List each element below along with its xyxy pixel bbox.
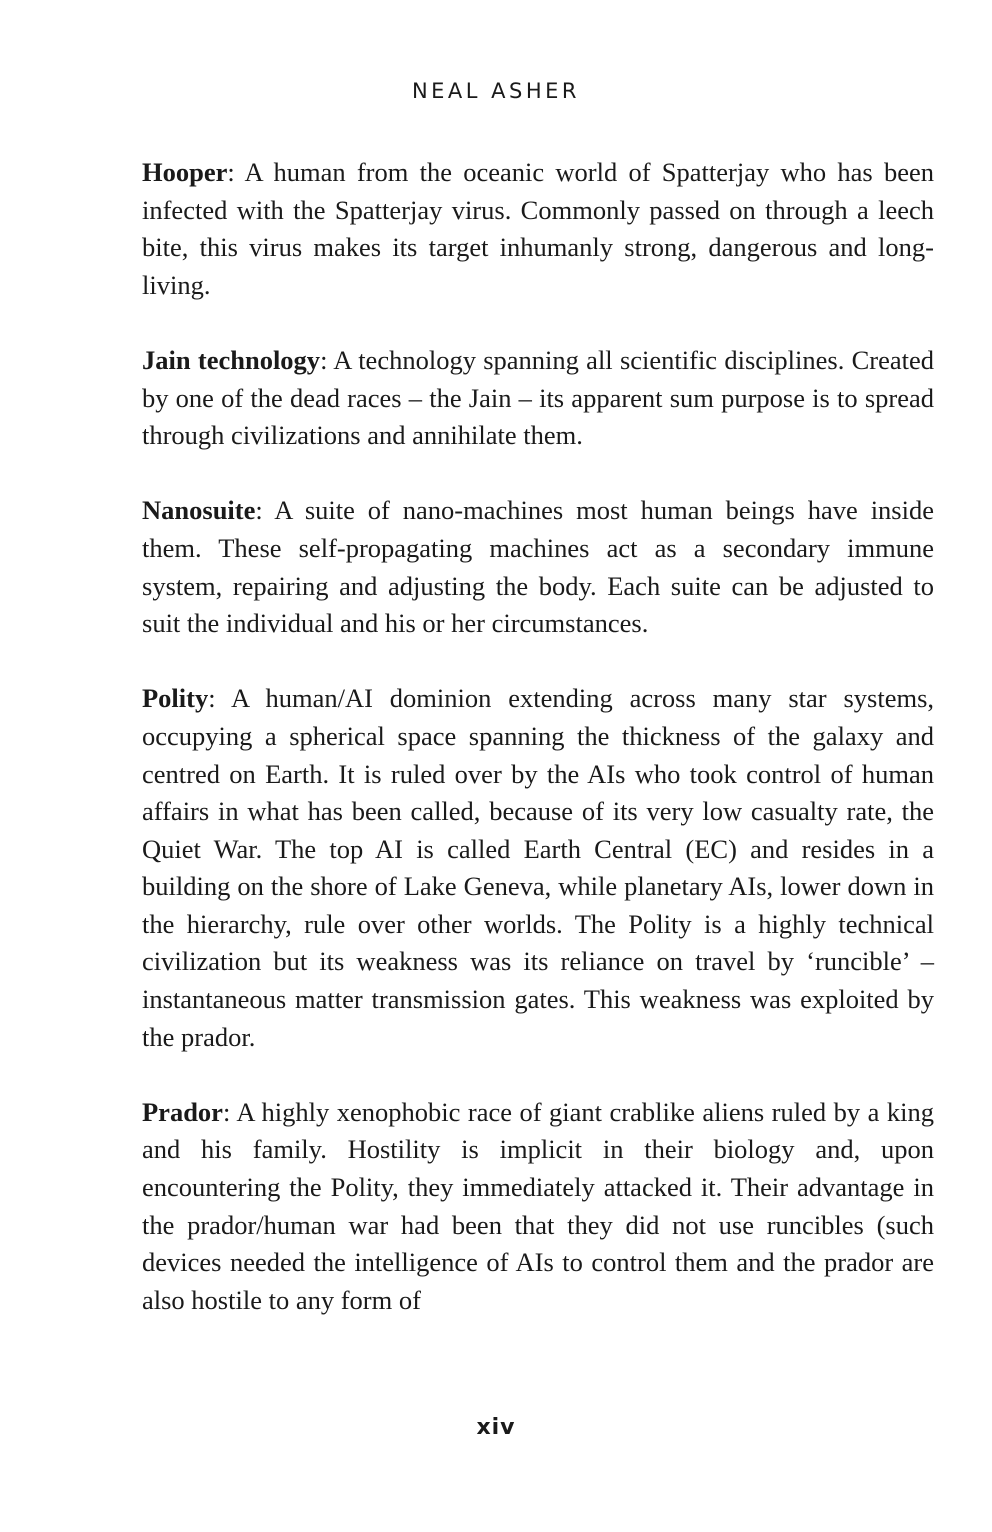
glossary-term: Nanosuite <box>142 495 256 526</box>
term-separator: : <box>222 1096 237 1127</box>
glossary-term: Hooper <box>142 157 228 187</box>
glossary-term: Polity <box>142 683 209 714</box>
term-separator: : <box>255 495 275 526</box>
glossary-entry-nanosuite <box>142 492 934 642</box>
glossary-term: Jain technology <box>142 344 321 375</box>
term-separator: : <box>320 344 334 375</box>
glossary-definition: A human from the oceanic world of Spatterjay who has been infected with the Spatterjay virus. Commonly passed on through a leech bite, this virus makes its target inhumanly strong, dangerous and long-living. <box>142 157 934 300</box>
page-number: xiv <box>476 1415 516 1440</box>
glossary-entry-polity <box>142 680 934 1056</box>
glossary-definition: A technology spanning all scientific disciplines. Created by one of the dead races – the Jain – its apparent sum purpose is to spread through civilizations and annihilate them. <box>142 344 934 451</box>
glossary-definition: A highly xenophobic race of giant crablike aliens ruled by a king and his family. Hostility is implicit in their biology and, upon encountering the Polity, they immediately attacked it. Their advantage in the prador/human war had been that they did not use runcibles (such devices needed the intelligence of AIs to control them and the prador are also hostile to any form of <box>142 1096 934 1315</box>
glossary-definition: A suite of nano-machines most human beings have inside them. These self-propagating machines act as a secondary immune system, repairing and adjusting the body. Each suite can be adjusted to suit the individual and his or her circumstances. <box>142 495 934 639</box>
glossary-list <box>142 154 934 1319</box>
glossary-entry-hooper <box>142 154 934 304</box>
running-head: NEAL ASHER <box>411 79 581 103</box>
glossary-entry-jain-technology <box>142 342 934 455</box>
term-separator: : <box>208 683 231 714</box>
glossary-term: Prador <box>142 1096 223 1127</box>
glossary-definition: A human/AI dominion extending across many star systems, occupying a spherical space spanning the thickness of the galaxy and centred on Earth. It is ruled over by the AIs who took control of human affairs in what has been called, because of its very low casualty rate, the Quiet War. The top AI is called Earth Central (EC) and resides in a building on the shore of Lake Geneva, while planetary AIs, lower down in the hierarchy, rule over other worlds. The Polity is a highly technical civilization but its weakness was its reliance on travel by ‘runcible’ – instantaneous matter transmission gates. This weakness was exploited by the prador. <box>142 683 935 1052</box>
glossary-entry-prador <box>142 1094 934 1320</box>
term-separator: : <box>227 157 245 187</box>
